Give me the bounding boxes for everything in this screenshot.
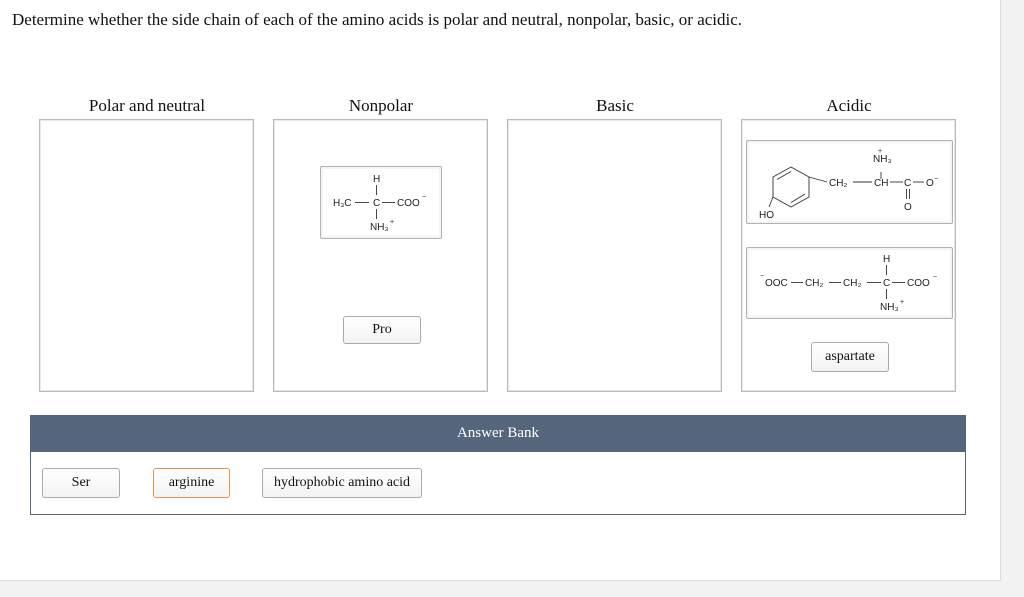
question-text: Determine whether the side chain of each of the amino acids is polar and neutral, nonpolar, basic, or acidic. (12, 10, 743, 29)
bin-title-acidic: Acidic (826, 96, 872, 115)
alanine-carboxylate-charge: − (422, 194, 427, 201)
alanine-methyl: H₃C (333, 198, 352, 209)
glutamate-left-charge: − (760, 273, 765, 280)
glutamate-ch2-a: CH₂ (805, 278, 824, 289)
glutamate-carboxylate: COO (907, 278, 930, 289)
hydrophobic-amino-acid-chip[interactable]: hydrophobic amino acid (262, 468, 422, 498)
glutamate-alpha-carbon: C (883, 278, 891, 289)
alanine-carboxylate: COO (397, 198, 420, 209)
glutamate-amino: NH₃ (880, 302, 899, 313)
pro-chip[interactable]: Pro (343, 316, 421, 344)
glutamate-side-carboxylate: OOC (765, 278, 788, 289)
tyrosine-oxygen-charge: − (934, 176, 939, 183)
glutamate-ch2-b: CH₂ (843, 278, 862, 289)
aspartate-chip[interactable]: aspartate (811, 342, 889, 372)
answer-bank[interactable] (30, 452, 966, 515)
tyrosine-amino-charge: + (878, 148, 883, 155)
bin-acidic[interactable] (741, 119, 956, 392)
tyrosine-oxygen: O (926, 178, 934, 189)
tyrosine-amino: NH₃ (873, 154, 892, 165)
alanine-amino-charge: + (390, 219, 395, 226)
bin-polar-neutral[interactable] (39, 119, 254, 392)
alanine-alpha-carbon: C (373, 198, 381, 209)
alanine-h-atom: H (373, 174, 381, 185)
ser-chip[interactable]: Ser (42, 468, 120, 498)
glutamate-h-atom: H (883, 254, 891, 265)
bin-title-basic: Basic (596, 96, 634, 115)
answer-bank-header: Answer Bank (30, 415, 966, 452)
tyrosine-hydroxyl: HO (759, 210, 774, 221)
tyrosine-double-bond-oxygen: O (904, 202, 912, 213)
alanine-structure-item[interactable] (320, 166, 442, 239)
bin-basic[interactable] (507, 119, 722, 392)
bin-nonpolar[interactable] (273, 119, 488, 392)
tyrosine-ch: CH (874, 178, 889, 189)
glutamate-carboxylate-charge: − (933, 274, 938, 281)
tyrosine-carbonyl-carbon: C (904, 178, 912, 189)
tyrosine-ch2: CH₂ (829, 178, 848, 189)
bin-title-polar-neutral: Polar and neutral (88, 96, 206, 115)
arginine-chip[interactable]: arginine (153, 468, 230, 498)
alanine-amino: NH₃ (370, 222, 389, 233)
glutamate-structure-item[interactable] (746, 247, 953, 319)
bin-title-nonpolar: Nonpolar (348, 96, 414, 115)
tyrosine-structure-item[interactable] (746, 140, 953, 224)
glutamate-amino-charge: + (900, 299, 905, 306)
